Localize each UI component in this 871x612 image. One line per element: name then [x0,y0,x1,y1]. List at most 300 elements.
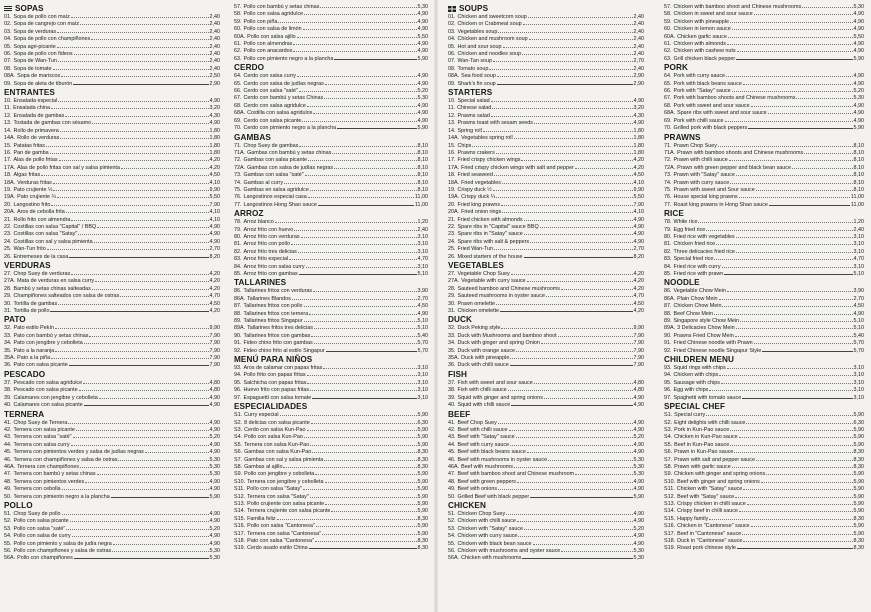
item-price: 8,30 [417,515,428,522]
item-price: 3,10 [417,263,428,270]
item-number: 22. [4,223,12,230]
item-price: 5,90 [853,471,864,478]
dot-leader [299,91,417,92]
item-number: 60. [234,26,242,33]
item-number: 08A. [4,73,16,80]
item-number: 18A. [4,179,16,186]
dot-leader [492,108,632,109]
menu-item [234,288,428,295]
section-title: VEGETABLES [448,261,504,270]
item-name: Grilled Beef with black pepper [457,493,530,500]
item-number: 46A. [4,463,16,470]
item-number: 35A. [4,355,16,362]
menu-item [664,427,864,434]
dot-leader [120,296,208,297]
item-price: 5,20 [633,434,644,441]
item-name: Plain Chow Mein [677,295,718,302]
item-price: 7,90 [633,355,644,362]
item-name: Sopa de cangrejo con maíz [13,21,80,28]
dot-leader [331,511,416,512]
item-name: Chicken in sweet and sour sauce [673,11,753,18]
item-number: 20. [448,201,456,208]
item-number: 42. [4,426,12,433]
dot-leader [498,32,632,33]
item-name: Tortilla de gambas [13,300,58,307]
item-name: Gambas al ajillo [244,463,283,470]
item-price: 4,90 [209,441,220,448]
item-number: S12. [664,493,676,500]
item-name: Sauteed bamboo and Chinese mushrooms [457,285,560,292]
menu-item [448,486,644,493]
dot-leader [305,175,417,176]
dot-leader [725,121,853,122]
item-price: 5,70 [417,347,428,354]
item-price: 4,90 [633,441,644,448]
item-number: 35. [448,347,456,354]
dot-leader [99,398,209,399]
item-price: 1,80 [633,142,644,149]
item-number: 14A. [448,135,460,142]
item-price: 7,90 [633,347,644,354]
item-name: Pollo con bambú y setas chinas [243,4,320,10]
item-price: 5,30 [633,463,644,470]
item-name: Pato a la piña [17,355,51,362]
item-price: 4,20 [633,285,644,292]
dot-leader [78,234,208,235]
dot-leader [719,299,853,300]
dot-leader [523,24,633,25]
item-name: Ensalada de gambas [13,112,65,119]
item-number: 94. [664,372,672,379]
section-heading [4,501,220,511]
item-number: 04. [448,36,456,43]
item-price: 4,20 [633,157,644,164]
item-name: Sopa de pollo con maíz [13,14,70,20]
menu-item [448,355,644,362]
menu-item [448,333,644,340]
item-price: 4,80 [209,379,220,386]
menu-item [234,318,428,325]
menu-item [664,494,864,501]
item-name: Squid with chilli sauce [457,402,511,409]
dot-leader [497,76,633,77]
dot-leader [308,160,416,161]
dot-leader [313,291,416,292]
item-name: Prawn with bamboo shoots and Chinese mushrooms [677,149,804,156]
dot-leader [506,514,632,515]
item-price: 5,90 [853,55,864,62]
grid-icon [448,6,456,12]
item-price: 4,90 [209,518,220,525]
menu-item [234,380,428,387]
item-number: 35. [4,347,12,354]
dot-leader [732,29,853,30]
section-title: SPECIAL CHEF [664,402,726,412]
menu-item [664,457,864,464]
item-name: Pato estilo Pekín [13,325,54,332]
item-number: 38. [4,387,12,394]
item-number: 11. [448,105,456,112]
item-name: Fried king prawns [457,201,501,208]
menu-item [234,150,428,157]
item-number: S7. [234,456,243,463]
item-number: 36. [448,362,456,369]
item-name: Prawn with curry sauce [673,179,730,186]
item-number: 15. [4,142,12,149]
item-price: 2,40 [209,36,220,43]
dot-leader [307,106,417,107]
menu-item [664,219,864,226]
menu-item [448,387,644,394]
menu-item [448,471,644,478]
dot-leader [735,497,852,498]
item-name: Squid rings with chips [673,365,726,372]
item-price: 1,80 [633,135,644,142]
menu-item [4,380,220,387]
item-price: 4,90 [417,102,428,109]
item-price: 4,90 [853,18,864,25]
item-price: 5,30 [209,456,220,463]
item-name: Salchicha con papas fritas [243,379,307,386]
item-name: Cerdo con salsa Kun-Pao [244,426,306,433]
menu-item [664,449,864,456]
dot-leader [494,249,632,250]
item-name: Sopa de pollo con fideos [13,51,73,58]
dot-leader [58,61,209,62]
dot-leader [307,375,417,376]
item-number: 73. [664,172,672,179]
item-name: Pollo con champiñones [17,555,73,562]
item-number: 45. [448,449,456,456]
dot-leader [527,452,633,453]
item-number: 56. [4,548,12,554]
item-price: 4,90 [209,478,220,485]
item-name: Sopa de pollo con champiñones [13,36,91,43]
dot-leader [524,220,633,221]
menu-item [448,217,644,224]
item-name: Gambas con salsa "saté" [243,172,304,179]
item-number: 58. [234,11,242,18]
item-price: 5,90 [853,500,864,507]
dot-leader [522,54,632,55]
dot-leader [709,519,852,520]
item-name: Beef with curry sauce [457,441,510,448]
dot-leader [311,336,416,337]
dot-leader [69,257,208,258]
item-name: Ternera con champiñones y salsa de ostras [13,456,118,463]
dot-leader [502,183,633,184]
item-price: 2,90 [209,80,220,87]
item-name: Cerdo con salsa "saté" [243,88,298,95]
item-name: Chicken with cashew nuts [673,48,736,55]
dot-leader [315,474,416,475]
menu-item [664,143,864,150]
menu-item [448,143,644,150]
dot-leader [766,474,852,475]
dot-leader [53,69,209,70]
item-name: Sopa de mariscos [17,73,61,80]
menu-item [234,187,428,194]
item-number: 91. [234,340,242,347]
item-number: 73. [234,172,242,179]
item-price: 8,30 [853,463,864,470]
section-heading [234,133,428,143]
dot-leader [303,489,416,490]
item-price: 5,90 [853,523,864,530]
menu-item [448,44,644,51]
menu-item [4,120,220,127]
menu-item [448,113,644,120]
item-price: 11,00 [850,201,864,208]
item-price: 4,90 [417,110,428,117]
item-price: 7,90 [633,362,644,369]
item-name: Espaguetti con salsa tomate [243,394,312,401]
item-price: 7,90 [209,201,220,208]
page-fold [434,0,438,612]
item-name: Chicken with pineapple [673,18,729,25]
menu-item [664,81,864,88]
item-name: Cerdo con pimiento negro a la plancha [243,125,337,132]
item-name: Chicken omelette [457,308,500,315]
menu-item [664,194,864,201]
dot-leader [309,314,416,315]
item-price: 4,50 [853,303,864,310]
item-name: Chicken with "Satay" sauce [457,525,524,532]
item-number: 53. [448,525,456,532]
menu-item [234,545,428,552]
item-price: 8,10 [417,164,428,171]
item-name: Chicken with curry sauce [457,533,518,540]
item-name: Chicken and mushroom soup [457,36,528,43]
item-name: Langostinos Hong Shao sauce [243,201,317,208]
section-heading [448,261,644,271]
menu-item [664,271,864,278]
item-number: 12. [4,112,12,119]
dot-leader [292,299,417,300]
dot-leader [769,205,850,206]
item-name: Ternera con salsa "Cantonesa" [247,530,322,537]
item-number: 06. [448,51,456,58]
item-name: Fried onion rings [461,209,502,216]
section-title: SOPAS [15,4,44,13]
item-price: 4,90 [417,41,428,48]
item-number: 93. [664,365,672,372]
menu-item [234,81,428,88]
item-price: 4,20 [633,308,644,315]
menu-item [664,387,864,394]
menu-item [234,296,428,303]
item-name: Spare ribs in "Satay" sauce [457,231,523,238]
dot-leader [294,230,416,231]
item-name: Chicken and sweetcorn soup [457,14,527,20]
item-number: 59. [234,18,242,25]
item-price: 3,90 [853,288,864,295]
item-number: 81. [234,241,242,248]
dot-leader [575,474,632,475]
item-number: S8. [234,463,243,470]
item-name: Chicken with mushrooms [461,555,522,562]
item-number: 76. [664,194,672,201]
item-name: Pork with "Satay" sauce [673,88,731,95]
menu-item [4,333,220,340]
item-number: 46. [448,456,456,463]
dot-leader [698,222,852,223]
menu-item [234,202,428,209]
item-price: 4,10 [633,179,644,186]
dot-leader [768,113,853,114]
item-number: 26. [4,253,12,260]
item-price: 3,10 [853,372,864,379]
item-number: 74. [664,179,672,186]
item-number: 59. [664,18,672,25]
dot-leader [310,390,416,391]
dot-leader [747,504,853,505]
item-name: Mata de verduras en salsa curry [17,278,95,285]
item-number: 86. [234,288,242,295]
menu-item [4,202,220,209]
dot-leader [516,437,633,438]
item-price: 5,20 [853,88,864,95]
dot-leader [332,153,416,154]
dot-leader [524,234,633,235]
item-price: 3,20 [633,105,644,112]
item-name: Chicken in Kun-Pao sauce [674,434,738,441]
item-price: 4,90 [209,238,220,245]
menu-item [664,172,864,179]
dot-leader [94,242,209,243]
dot-leader [558,336,633,337]
dot-leader [491,116,633,117]
item-number: 48. [448,478,456,485]
item-price: 5,90 [417,471,428,478]
item-price: 1,20 [417,219,428,226]
item-number: 56A. [4,555,16,562]
dot-leader [113,544,209,545]
item-price: 5,90 [417,55,428,62]
item-price: 4,90 [209,540,220,547]
item-name: Pollo frito con papas fritas [243,372,306,379]
menu-item [4,105,220,112]
item-price: 3,10 [417,365,428,372]
item-name: Duck with chilli sauce [457,362,509,369]
item-name: Tortilla de pollo [13,308,50,315]
item-price: 5,30 [633,471,644,478]
item-number: 72. [234,157,242,164]
item-name: Aros de calamar con papas fritas [243,365,323,372]
item-number: 49. [4,486,12,493]
item-price: 2,40 [633,43,644,50]
dot-leader [297,37,417,38]
item-price: 3,10 [853,241,864,248]
dot-leader [71,445,209,446]
item-number: S2. [234,419,243,426]
item-number: S13. [234,500,246,507]
section-title: CHILDREN MENU [664,355,734,365]
item-price: 5,90 [853,441,864,448]
item-name: Pato con salsa picante [13,362,68,369]
menu-item [448,402,644,409]
item-number: 46A. [448,463,460,470]
item-number: 17. [4,157,12,164]
item-name: Duck in "Cantonese" sauce [677,538,743,544]
dot-leader [74,558,209,559]
item-price: 4,70 [853,256,864,263]
item-price: 5,90 [417,523,428,530]
item-price: 5,90 [209,493,220,500]
menu-item [4,511,220,518]
item-price: 5,90 [417,426,428,433]
item-name: Pollo con salsa "Satay" [246,486,303,493]
section-heading [4,315,220,325]
item-price: 2,70 [853,295,864,302]
dot-leader [95,281,208,282]
item-number: 36. [4,362,12,369]
item-price: 2,90 [633,80,644,87]
menu-item [448,135,644,142]
item-number: 19. [448,186,456,193]
dot-leader [736,328,853,329]
dot-leader [575,168,633,169]
section-heading [234,402,428,412]
item-price: 5,90 [417,434,428,441]
menu-item [664,118,864,125]
item-name: Chicken garlic sauce [677,33,727,40]
dot-leader [534,123,632,124]
menu-item [234,56,428,63]
menu-item [664,348,864,355]
item-name: Beef with mushrooms [461,463,513,470]
menu-item [664,187,864,194]
item-name: Tallarines fritos con ternera [243,310,309,317]
item-price: 4,90 [633,449,644,456]
dot-leader [121,168,209,169]
item-number: 91. [664,340,672,347]
item-price: 5,30 [633,456,644,463]
dot-leader [46,146,209,147]
item-name: Champiñones salteados con salsa de ostras [13,293,120,300]
menu-item [234,125,428,132]
item-name: Prawn with garlic sauce [674,463,731,470]
menu-item [664,516,864,523]
item-name: Ternera con salsa "saté" [13,434,72,441]
dot-leader [735,336,853,337]
item-number: 43. [4,434,12,441]
item-price: 4,10 [209,179,220,186]
item-number: 89. [234,318,242,325]
menu-item [234,110,428,117]
item-price: 4,10 [633,209,644,216]
section-title: PESCADO [4,369,46,379]
item-number: 60A. [234,33,246,40]
item-name: Prawn in Kun-Pao sauce [674,449,734,456]
menu-item [664,296,864,303]
menu-item [448,308,644,315]
menu-item [448,187,644,194]
item-price: 4,20 [209,278,220,285]
dot-leader [756,190,853,191]
menu-item [448,301,644,308]
item-price: 4,90 [417,26,428,33]
item-price: 2,40 [417,226,428,233]
item-number: 28. [4,285,12,292]
item-name: Crispy duck ¼ [461,194,496,201]
menu-item [448,150,644,157]
menu-item [234,73,428,80]
item-name: Rollo de verduras [17,135,60,142]
menu-item [234,434,428,441]
menu-item [448,293,644,300]
item-price: 3,10 [417,394,428,401]
